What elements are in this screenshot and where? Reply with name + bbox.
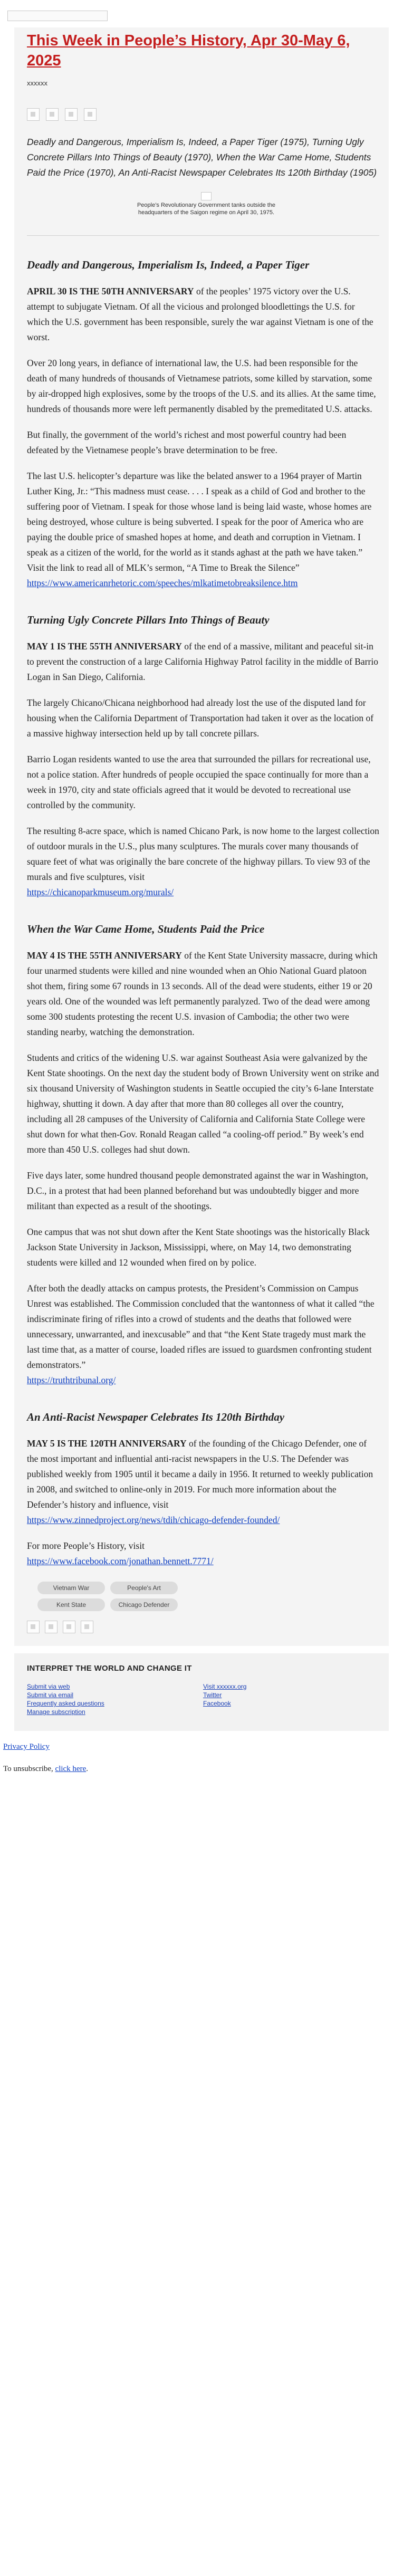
section-paragraph <box>27 1281 379 1388</box>
chicano-park-murals-link[interactable]: https://chicanoparkmuseum.org/murals/ <box>27 887 174 897</box>
article-section-1 <box>27 257 379 591</box>
paragraph-text: of the founding of the Chicago Defender, one of the most important and influential anti-racist newspapers in the U.S. The Defender was published weekly from 1905 until it became a daily in 1956. It returned to weekly publication in 2008, and switched to online-only in 2019. For much more information about the Defender’s history and influence, visit <box>27 1438 373 1510</box>
section-paragraph: Over 20 long years, in defiance of international law, the U.S. had been responsible for the death of many hundreds of thousands of Vietnamese patriots, some killed by starvation, some by air-dropped high explosives, some by the troops of the U.S. and its allies. At the same time, hundreds of thousands more were left permanently disabled by the premeditated U.S. attacks. <box>27 358 376 414</box>
unsubscribe-end: . <box>86 1765 88 1773</box>
section-paragraph: One campus that was not shut down after the Kent State shootings was the historically Black Jackson State University in Jackson, Mississippi, where, on May 14, two demonstrating students were killed and 12 wounded when fired on by police. <box>27 1227 370 1268</box>
paragraph-text: After both the deadly attacks on campus protests, the President’s Commission on Campus Unrest was established. The Commission concluded that the wantonness of what it called “the indiscriminate firing of rifles into a crowd of students and the deaths that followed were unnecessary, unwarranted, and inexcusable” and that “the Kent State tragedy must mark the last time that, as a matter of course, loaded rifles are issued to guardsmen confronting student demonstrators.” <box>27 1283 375 1370</box>
paragraph-text: The resulting 8-acre space, which is named Chicano Park, is now home to the largest collection of outdoor murals in the U.S., plus many sculptures. The murals cover many thousands of square feet of what was originally the bare concrete of the highway pillars. To view 93 of the murals and five sculptures, visit <box>27 826 379 882</box>
tag-list <box>37 1582 196 1611</box>
section-paragraph <box>27 284 379 345</box>
section-paragraph: Five days later, some hundred thousand people demonstrated against the war in Washington, D.C., in a protest that had been planned beforehand but was undoubtedly bigger and more militant than expected as a result of the shootings. <box>27 1170 368 1211</box>
section-paragraph <box>27 823 379 900</box>
section-paragraph <box>27 468 379 591</box>
section-paragraph <box>27 1436 379 1528</box>
section-paragraph <box>27 639 379 685</box>
facebook-icon[interactable] <box>27 1621 40 1633</box>
chicago-defender-link[interactable]: https://www.zinnedproject.org/news/tdih/chicago-defender-founded/ <box>27 1515 280 1525</box>
visit-site-link[interactable]: Visit xxxxxx.org <box>203 1683 247 1690</box>
anniversary-lead: MAY 1 IS THE 55TH ANNIVERSARY <box>27 641 182 652</box>
section-heading: Deadly and Dangerous, Imperialism Is, Indeed, a Paper Tiger <box>27 258 310 271</box>
privacy-policy-link[interactable]: Privacy Policy <box>3 1742 50 1751</box>
footer-links <box>27 1682 379 1716</box>
footer-right-column <box>203 1682 379 1716</box>
email-icon[interactable] <box>65 108 78 121</box>
author-line: xxxxxx <box>27 79 47 87</box>
section-paragraph <box>27 1538 379 1569</box>
submit-web-link[interactable]: Submit via web <box>27 1683 70 1690</box>
section-paragraph <box>27 948 379 1040</box>
tag-peoples-art[interactable]: People's Art <box>110 1582 178 1594</box>
section-paragraph: But finally, the government of the world’s richest and most powerful country had been defeated by the Vietnamese people’s brave determination to be free. <box>27 429 347 455</box>
facebook-profile-link[interactable]: https://www.facebook.com/jonathan.bennett.7771/ <box>27 1556 214 1566</box>
mlk-sermon-link[interactable]: https://www.americanrhetoric.com/speeches/mlkatimetobreaksilence.htm <box>27 578 298 588</box>
bottom-links <box>0 1731 403 1775</box>
article-section-3 <box>27 921 379 1388</box>
section-heading: Turning Ugly Concrete Pillars Into Things of Beauty <box>27 614 270 626</box>
top-bar <box>0 0 403 27</box>
manage-subscription-link[interactable]: Manage subscription <box>27 1708 85 1716</box>
section-paragraph: Students and critics of the widening U.S. war against Southeast Asia were galvanized by the Kent State shootings. On the next day the student body of Brown University went on strike and six thousand University of Washington students in Seattle occupied the city’s 6-lane Interstate highway, shutting it down. A day after that more than 80 colleges all over the country, including all 28 campuses of the University of California and California State College were shut down for what then-Gov. Ronald Reagan called “a cooling-off period.” By week’s end more than 450 U.S. colleges had shut down. <box>27 1052 379 1155</box>
share-icons-top <box>27 108 379 121</box>
summary-text: Deadly and Dangerous, Imperialism Is, Indeed, a Paper Tiger (1975), Turning Ugly Concrete Pillars Into Things of Beauty (1970), When the War Came Home, Students Paid the Price (1970), An Anti-Racist Newspaper Celebrates Its 120th Birthday (1905) <box>27 137 377 178</box>
twitter-link[interactable]: Twitter <box>203 1691 222 1699</box>
twitter-icon[interactable] <box>46 108 59 121</box>
paragraph-text: of the peoples’ 1975 victory over the U.S. attempt to subjugate Vietnam. Of all the vicious and prolonged bloodlettings the U.S. for which the U.S. government has been responsible, surely the war against Vietnam is one of the worst. <box>27 286 373 342</box>
tag-chicago-defender[interactable]: Chicago Defender <box>110 1598 178 1611</box>
facebook-icon[interactable] <box>27 108 40 121</box>
paragraph-text: of the end of a massive, militant and peaceful sit-in to prevent the construction of a large California Highway Patrol facility in the middle of Barrio Logan in San Diego, California. <box>27 641 378 682</box>
link-icon[interactable] <box>81 1621 93 1633</box>
anniversary-lead: MAY 4 IS THE 55TH ANNIVERSARY <box>27 950 182 961</box>
paragraph-text: For more People’s History, visit <box>27 1540 145 1551</box>
unsubscribe-link[interactable]: click here <box>55 1765 87 1773</box>
email-icon[interactable] <box>63 1621 75 1633</box>
header-logo-image[interactable] <box>7 11 108 21</box>
twitter-icon[interactable] <box>45 1621 57 1633</box>
unsubscribe-line <box>3 1763 403 1775</box>
lead-photo <box>122 192 291 216</box>
page-title[interactable]: This Week in People’s History, Apr 30-May 6, 2025 <box>27 32 350 69</box>
section-paragraph: The largely Chicano/Chicana neighborhood had already lost the use of the disputed land for housing when the California Department of Transportation had taken it over as the location of a massive highway intersection held up by tall concrete pillars. <box>27 697 374 739</box>
faq-link[interactable]: Frequently asked questions <box>27 1700 104 1707</box>
paragraph-text: of the Kent State University massacre, during which four unarmed students were killed and nine wounded when an Ohio National Guard platoon shot them, firing some 67 rounds in 13 seconds. All of the dead were students, either 19 or 20 years old. One of the wounded was left permanently paralyzed. Two of the dead were among some 300 students protesting the recent U.S. invasion of Cambodia; the other two were standing nearby, watching the demonstration. <box>27 950 378 1037</box>
footer-title: INTERPRET THE WORLD AND CHANGE IT <box>27 1664 192 1673</box>
email-body <box>14 27 389 1646</box>
facebook-link[interactable]: Facebook <box>203 1700 231 1707</box>
paragraph-text: The last U.S. helicopter’s departure was like the belated answer to a 1964 prayer of Martin Luther King, Jr.: “This madness must cease. . . . I speak as a child of God and brother to the suffering poor of Vietnam. I speak for those whose land is being laid waste, whose homes are being destroyed, whose culture is being subverted. I speak for the poor of America who are paying the double price of smashed hopes at home, and death and corruption in Vietnam. I speak as a citizen of the world, for the world as it stands aghast at the path we have taken.” Visit the link to read all of MLK’s sermon, “A Time to Break the Silence” <box>27 471 372 573</box>
article-section-4 <box>27 1409 379 1569</box>
section-heading: When the War Came Home, Students Paid the Price <box>27 923 265 935</box>
footer <box>14 1653 389 1731</box>
article-section-2 <box>27 612 379 900</box>
anniversary-lead: APRIL 30 IS THE 50TH ANNIVERSARY <box>27 286 194 296</box>
link-icon[interactable] <box>84 108 97 121</box>
footer-left-column <box>27 1682 203 1716</box>
anniversary-lead: MAY 5 IS THE 120TH ANNIVERSARY <box>27 1438 187 1449</box>
image-placeholder-icon <box>201 192 212 200</box>
truth-tribunal-link[interactable]: https://truthtribunal.org/ <box>27 1375 116 1385</box>
photo-caption: People’s Revolutionary Government tanks outside the headquarters of the Saigon regime on April 30, 1975. <box>137 202 276 216</box>
share-icons-bottom <box>27 1621 379 1633</box>
divider <box>27 235 379 236</box>
unsubscribe-text: To unsubscribe, <box>3 1765 55 1773</box>
section-paragraph: Barrio Logan residents wanted to use the area that surrounded the pillars for recreational use, not a police station. After hundreds of people occupied the space continually for more than a week in 1970, city and state officials agreed that it would be devoted to recreational use controlled by the community. <box>27 754 371 810</box>
tag-kent-state[interactable]: Kent State <box>37 1598 105 1611</box>
submit-email-link[interactable]: Submit via email <box>27 1691 74 1699</box>
tag-vietnam-war[interactable]: Vietnam War <box>37 1582 105 1594</box>
section-heading: An Anti-Racist Newspaper Celebrates Its 120th Birthday <box>27 1411 285 1423</box>
